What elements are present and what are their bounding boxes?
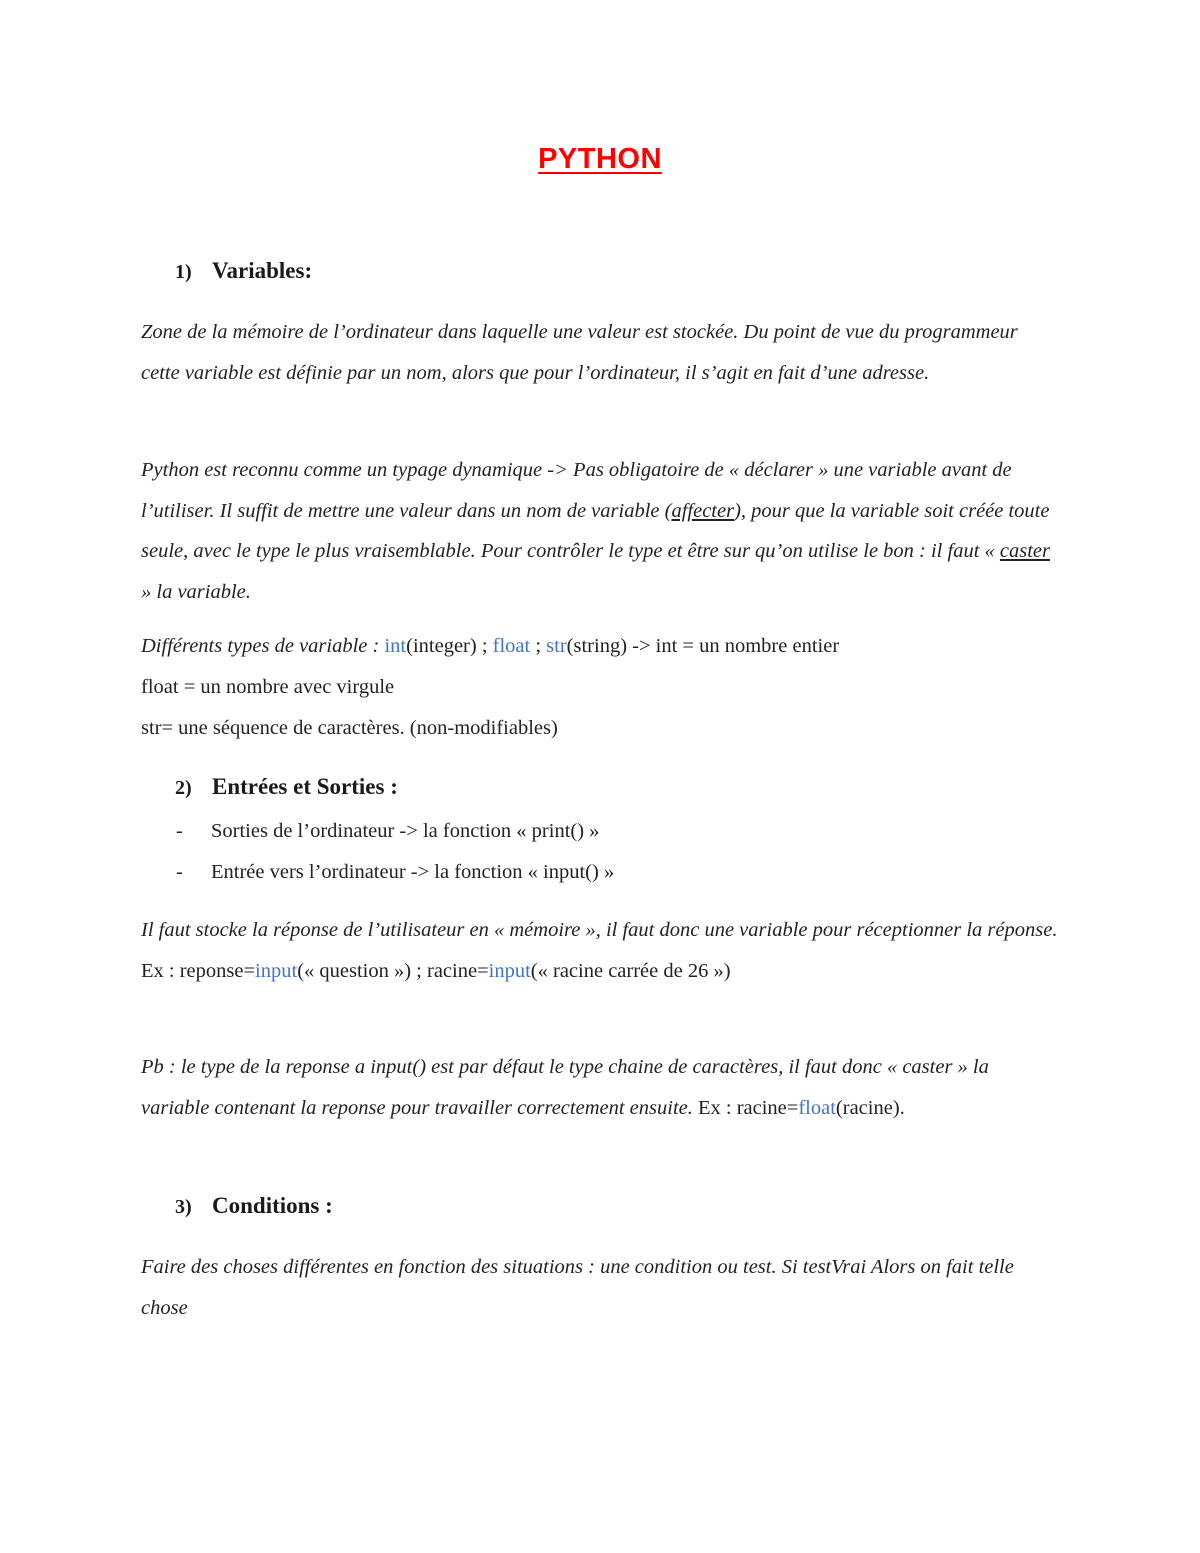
str-line: str= une séquence de caractères. (non-modifiables)	[141, 717, 558, 739]
keyword-float: float	[798, 1096, 836, 1119]
section-number: 1)	[175, 261, 192, 283]
types-label: Différents types de variable :	[141, 635, 385, 657]
text: (integer) ;	[406, 635, 493, 657]
section-number: 2)	[175, 777, 192, 799]
list-item-text: Entrée vers l’ordinateur -> la fonction « input() »	[211, 861, 615, 883]
bullet-dash: -	[176, 820, 183, 842]
bullet-dash: -	[176, 861, 183, 883]
paragraph-dynamic-typing	[141, 450, 1061, 612]
section-title: Conditions :	[212, 1193, 333, 1218]
text: Il faut stocke la réponse de l’utilisateur en « mémoire », il faut donc une variable pour réceptionner la réponse.	[141, 919, 1058, 941]
text: » la variable.	[141, 580, 251, 603]
underlined-term-affecter: affecter	[671, 499, 735, 522]
underlined-term-caster: caster	[999, 540, 1051, 562]
text: (string) -> int = un nombre entier	[566, 635, 840, 657]
keyword-float: float	[492, 635, 531, 657]
keyword-str: str	[546, 635, 567, 657]
text: Ex : reponse=	[141, 959, 256, 982]
text: Ex : racine=	[692, 1096, 799, 1119]
text: Python est reconnu comme un typage dynamique -> Pas obligatoire de « déclarer » une variable avant de l’utiliser. Il suffit de mettre une valeur dans un nom de variable (	[141, 459, 1012, 522]
list-item	[176, 861, 614, 884]
text: ;	[530, 635, 547, 657]
section-number: 3)	[175, 1196, 192, 1218]
paragraph-input-storage	[141, 910, 1061, 991]
list-item-text: Sorties de l’ordinateur -> la fonction « print() »	[211, 820, 600, 842]
text: ), pour que la variable soit créée toute seule, avec le type le plus vraisemblable. Pour contrôler le type et être sur qu’on utilise le bon : il faut «	[141, 499, 1050, 562]
document-title: PYTHON	[538, 143, 662, 175]
float-line: float = un nombre avec virgule	[141, 676, 395, 698]
text: Pb : le type de la reponse a input() est par défaut le type chaine de caractères, il faut donc « caster » la variable contenant la reponse pour travailler correctement ensuite.	[141, 1056, 989, 1119]
keyword-int: int	[384, 635, 407, 657]
paragraph-input-cast	[141, 1047, 1061, 1128]
section-title: Variables:	[212, 258, 313, 283]
text: (racine).	[835, 1096, 905, 1119]
types-line	[141, 635, 839, 658]
section-heading-io	[175, 774, 398, 800]
text: (« question ») ; racine=	[297, 959, 489, 982]
section-heading-variables	[175, 258, 312, 284]
paragraph-variable-definition: Zone de la mémoire de l’ordinateur dans laquelle une valeur est stockée. Du point de vue du programmeur cette variable est définie par un nom, alors que pour l’ordinateur, il s’agit en fait d’une adresse.	[141, 321, 1018, 384]
keyword-input: input	[488, 959, 531, 982]
paragraph-conditions: Faire des choses différentes en fonction des situations : une condition ou test. Si testVrai Alors on fait telle chose	[141, 1256, 1014, 1319]
section-title: Entrées et Sorties :	[212, 774, 398, 799]
list-item	[176, 820, 599, 843]
keyword-input: input	[255, 959, 298, 982]
section-heading-conditions	[175, 1193, 333, 1219]
text: (« racine carrée de 26 »)	[530, 959, 731, 982]
